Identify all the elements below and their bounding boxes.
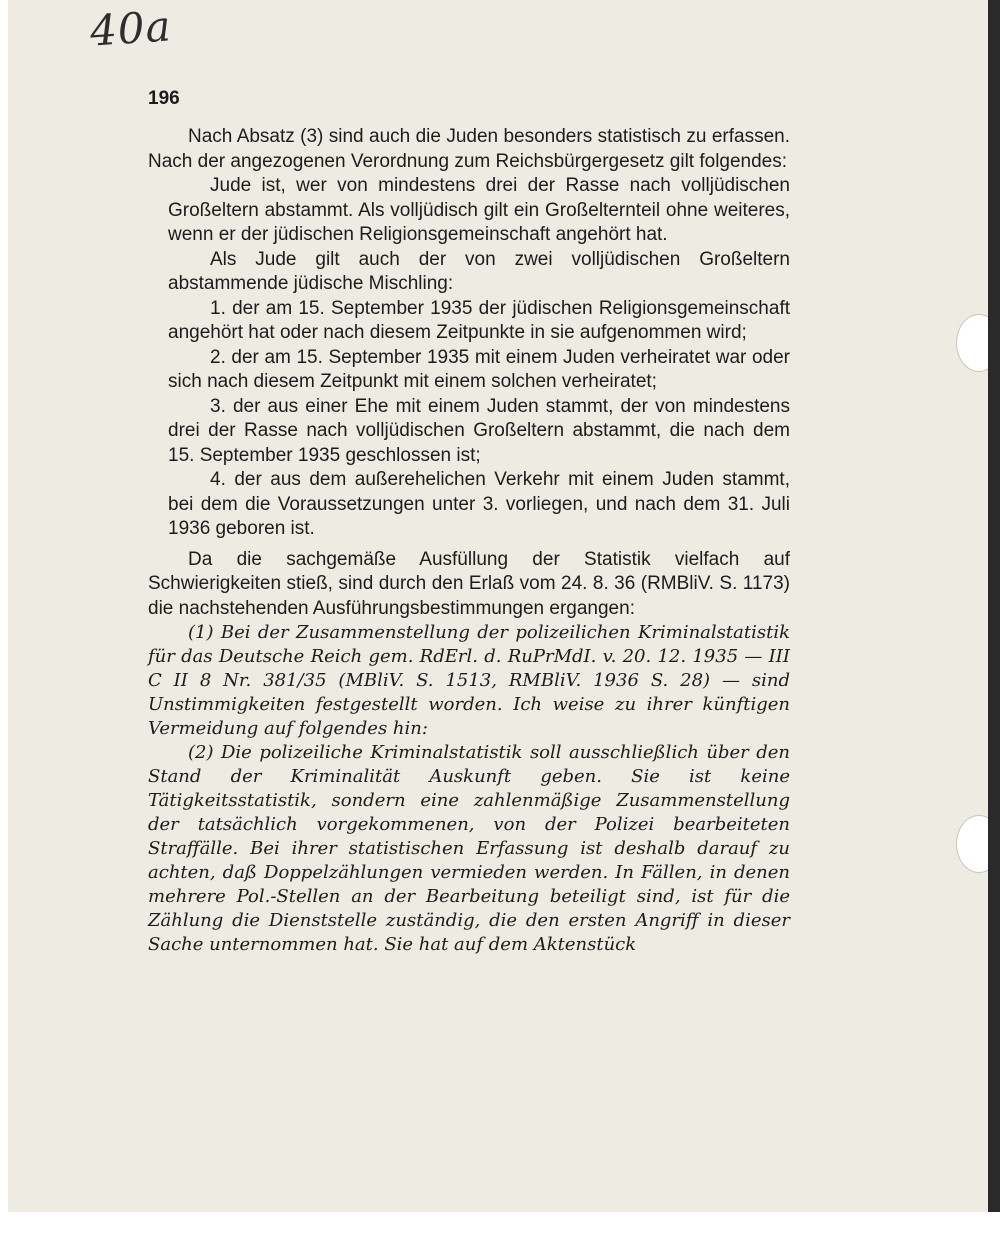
paragraph-erlass: Da die sachgemäße Ausfüllung der Statistik vielfach auf Schwierigkeiten stieß, sind durch den Erlaß vom 24. 8. 36 (RMBliV. S. 1173) die nachstehenden Ausführungsbestimmungen ergangen: [148,548,790,619]
paragraph-intro: Nach Absatz (3) sind auch die Juden besonders statistisch zu erfassen. Nach der angezogenen Verordnung zum Reichsbürgergesetz gilt folgendes: [148,126,790,172]
list-item-1: 1. der am 15. September 1935 der jüdischen Religionsgemeinschaft angehört hat oder nach diesem Zeitpunkte in sie aufgenommen wird; [168,297,790,343]
scan-margin-bottom [0,1212,1000,1239]
paragraph-decree-1: (1) Bei der Zusammenstellung der polizeilichen Kriminalstatistik für das Deutsche Reich gem. RdErl. d. RuPrMdI. v. 20. 12. 1935 — III C II 8 Nr. 381/35 (MBliV. S. 1513, RMBliV. 1936 S. 28) — sind Unstimmigkeiten festgestellt worden. Ich weise zu ihrer künftigen Vermeidung auf folgendes hin: [148,622,790,739]
paragraph-mischling: Als Jude gilt auch der von zwei volljüdischen Großeltern abstammende jüdische Mischling: [168,248,790,294]
list-item-3: 3. der aus einer Ehe mit einem Juden stammt, der von mindestens drei der Rasse nach volljüdischen Großeltern abstammt, die nach dem 15. September 1935 geschlossen ist; [168,395,790,466]
paragraph-decree-2: (2) Die polizeiliche Kriminalstatistik soll ausschließlich über den Stand der Kriminalität Auskunft geben. Sie ist keine Tätigkeitsstatistik, sondern eine zahlenmäßige Zusammenstellung der tatsächlich vorgekommenen, von der Polizei bearbeiteten Straffälle. Bei ihrer statistischen Erfassung ist deshalb darauf zu achten, daß Doppelzählungen vermieden werden. In Fällen, in denen mehrere Pol.-Stellen an der Bearbeitung beteiligt sind, ist für die Zählung die Dienststelle zuständig, die den ersten Angriff in dieser Sache unternommen hat. Sie hat auf dem Aktenstück [148,742,790,955]
body-text [148,125,790,957]
page-number: 196 [148,88,180,109]
document-page [8,0,988,1212]
punch-hole-top [956,314,988,372]
paragraph-definition-jude: Jude ist, wer von mindestens drei der Rasse nach volljüdischen Großeltern abstammt. Als volljüdisch gilt ein Großelternteil ohne weiteres, wenn er der jüdischen Religionsgemeinschaft angehört hat. [168,175,790,245]
list-item-4: 4. der aus dem außerehelichen Verkehr mit einem Juden stammt, bei dem die Voraussetzungen unter 3. vorliegen, und nach dem 31. Juli 1936 geboren ist. [168,469,790,539]
handwritten-page-note: 40a [88,1,174,56]
punch-hole-bottom [956,815,988,873]
list-item-2: 2. der am 15. September 1935 mit einem Juden verheiratet war oder sich nach diesem Zeitpunkt mit einem solchen verheiratet; [168,346,790,392]
scan-edge-right [988,0,1000,1239]
